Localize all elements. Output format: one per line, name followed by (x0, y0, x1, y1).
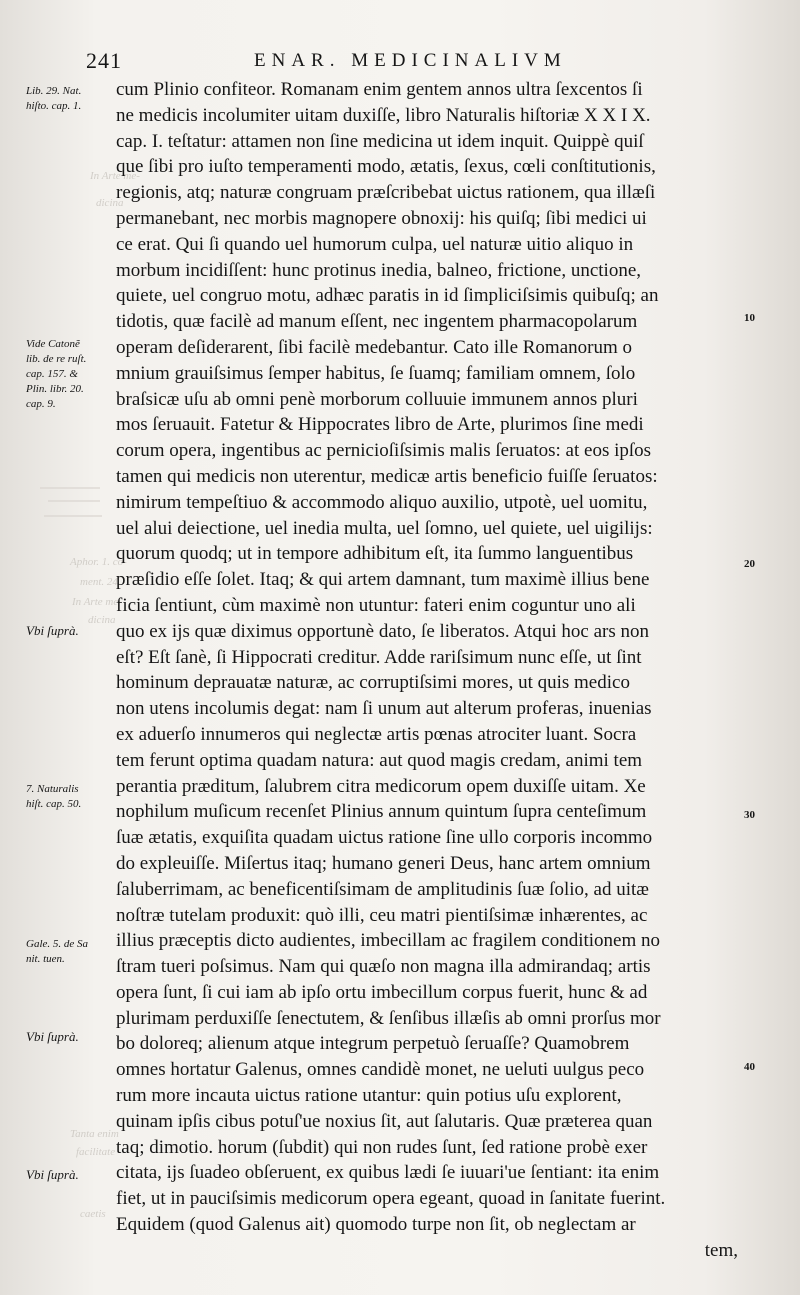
text-line: omnes hortatur Galenus, omnes candidè monet, ne ueluti uulgus peco (116, 1059, 645, 1081)
text-line: tidotis, quæ facilè ad manum eſſent, nec ingentem pharmacopolarum (116, 311, 638, 333)
text-line: braſsicæ uſu ab omni penè morborum colluuie immunem annos pluri (116, 388, 638, 410)
text-line: fiet, ut in pauciſsimis medicorum opera egeant, quoad in ſanitate fuerint. (116, 1188, 666, 1210)
text-line: ex aduerſo innumeros qui neglectæ artis pœnas atrociter luant. Socra (116, 723, 637, 745)
text-line: operam deſiderarent, ſibi facilè medebantur. Cato ille Romanorum o (116, 336, 632, 358)
bleed-through-text: In Arte me- dicina Aphor. 1. co- ment. 24. In Arte me- dicina Tanta enim facilitate caetis (0, 0, 800, 1295)
text-line: bo doloreq; alienum atque integrum perpetuò ſeruaſſe? Quamobrem (116, 1033, 630, 1055)
line-number: 40 (744, 1061, 755, 1073)
text-line: plurimam perduxiſſe ſenectutem, & ſenſibus illæſis ab omni prorſus mor (116, 1007, 661, 1029)
text-line: morbum incidiſſent: hunc protinus inedia, balneo, frictione, unctione, (116, 259, 642, 281)
text-line: ne medicis incolumiter uitam duxiſſe, libro Naturalis hiſtoriæ X X I X. (116, 104, 651, 126)
text-line: permanebant, nec morbis magnopere obnoxij: his quiſq; ſibi medici ui (116, 207, 647, 229)
text-line: eſt? Eſt ſanè, ſi Hippocrati creditur. Adde rariſsimum nunc eſſe, ut ſint (116, 646, 642, 668)
text-line: nimirum tempeſtiuo & accommodo aliquo auxilio, utpotè, uel uomitu, (116, 491, 648, 513)
text-line: non utens incolumis degat: nam ſi unum aut alterum proferas, inuenias (116, 698, 652, 720)
text-line: quinam ipſis cibus potuſ'ue noxius ſit, aut ſalutaris. Quæ præterea quan (116, 1110, 653, 1132)
marginal-note: Vbi ſuprà. (26, 623, 79, 638)
text-line: que ſibi pro iuſto temperamenti modo, ætatis, ſexus, cœli conſtitutionis, (116, 156, 656, 178)
text-line: cap. I. teſtatur: attamen non ſine medicina ut idem inquit. Quippè quiſ (116, 130, 644, 152)
text-line: corum opera, ingentibus ac pernicioſiſsimis malis ſeruatos: at eos ipſos (116, 440, 652, 462)
marginal-note: Vbi ſuprà. (26, 1167, 79, 1182)
line-number: 20 (744, 558, 755, 570)
text-line: mnium grauiſsimus ſemper habitus, ſe ſuamq; familiam omnem, ſolo (116, 362, 636, 384)
text-line: ſuæ ætatis, exquiſita quadam uictus ratione ſine ullo corporis incommo (116, 827, 653, 849)
marginal-note: Vide Catonẽ lib. de re ruſt. cap. 157. & Plin. libr. 20. cap. 9. (26, 338, 87, 410)
catchword: tem, (704, 1240, 738, 1261)
text-line: uel alui deiectione, uel inedia multa, uel ſomno, uel quiete, uel uigilijs: (116, 517, 653, 539)
text-line: perantia præditum, ſalubrem citra medicorum opem duxiſſe uitam. Xe (116, 775, 646, 797)
text-line: noſtræ tutelam produxit: quò illi, ceu matri pientiſsimæ inhærentes, ac (116, 904, 648, 926)
text-line: nophilum muſicum recenſet Plinius annum quintum ſupra centeſimum (116, 801, 647, 823)
text-line: hominum deprauatæ naturæ, ac corruptiſsimi mores, ut quis medico (116, 672, 630, 694)
marginal-note: Vbi ſuprà. (26, 1029, 79, 1044)
text-line: ſaluberrimam, ac beneficentiſsimam de amplitudinis ſuæ ſolio, ad uitæ (116, 878, 649, 900)
page-number: 241 (86, 48, 122, 73)
text-line: citata, ijs ſuadeo obſeruent, ex quibus lædi ſe iuuari'ue ſentiant: ita enim (116, 1162, 660, 1184)
text-line: do expleuiſſe. Miſertus itaq; humano generi Deus, hanc artem omnium (116, 852, 651, 874)
text-line: quo ex ijs quæ diximus opportunè dato, ſe liberatos. Atqui hoc ars non (116, 620, 649, 642)
marginal-note: 7. Naturalis hiſt. cap. 50. (26, 783, 82, 810)
text-line: tamen qui medicis non uterentur, medicæ artis beneficio fuiſſe ſeruatos: (116, 465, 658, 487)
text-line: mos ſeruauit. Fatetur & Hippocrates libro de Arte, plurimos ſine medi (116, 414, 644, 436)
text-line: tem ferunt optima quadam natura: aut quod magis credam, animi tem (116, 749, 643, 771)
text-line: præſidio eſſe ſolet. Itaq; & qui artem damnant, tum maximè illius bene (116, 569, 650, 591)
text-line: ſtram tueri poſsimus. Nam qui quæſo non magna illa admirandaq; artis (116, 956, 651, 978)
text-line: taq; dimotio. horum (ſubdit) qui non rudes ſunt, ſed ratione probè exer (116, 1136, 648, 1158)
text-line: quiete, uel congruo motu, adhæc paratis in id ſimpliciſsimis quibuſq; an (116, 285, 659, 307)
line-number: 10 (744, 312, 755, 324)
text-line: ce erat. Qui ſi quando uel humorum culpa, uel naturæ uitio aliquo in (116, 233, 634, 255)
line-number: 30 (744, 809, 755, 821)
running-title: ENAR. MEDICINALIVM (254, 50, 567, 71)
text-line: opera ſunt, ſi cui iam ab ipſo ortu imbecillum corpus fuerit, hunc & ad (116, 981, 648, 1003)
page-header (0, 48, 800, 78)
text-line: regionis, atq; naturæ congruam præſcribebat uictus rationem, qua illæſi (116, 182, 656, 204)
text-line: rum more incauta uictus ratione utantur: quin potius uſu explorent, (116, 1085, 622, 1107)
text-line: illius præceptis dicto audientes, imbecillam ac fragilem conditionem no (116, 930, 660, 952)
text-line: quorum quodq; ut in tempore adhibitum eſt, ita ſummo languentibus (116, 543, 634, 565)
marginal-note: Gale. 5. de Sa nit. tuen. (26, 938, 89, 965)
text-line: cum Plinio confiteor. Romanam enim gentem annos ultra ſexcentos ſi (116, 79, 643, 100)
body-text (116, 77, 740, 1238)
text-line: Equidem (quod Galenus ait) quomodo turpe non ſit, ob neglectam ar (116, 1214, 636, 1236)
marginal-note: Lib. 29. Nat. hiſto. cap. 1. (26, 85, 82, 112)
text-line: ficia ſentiunt, cùm maximè non utuntur: fateri enim coguntur uno ali (116, 594, 636, 616)
